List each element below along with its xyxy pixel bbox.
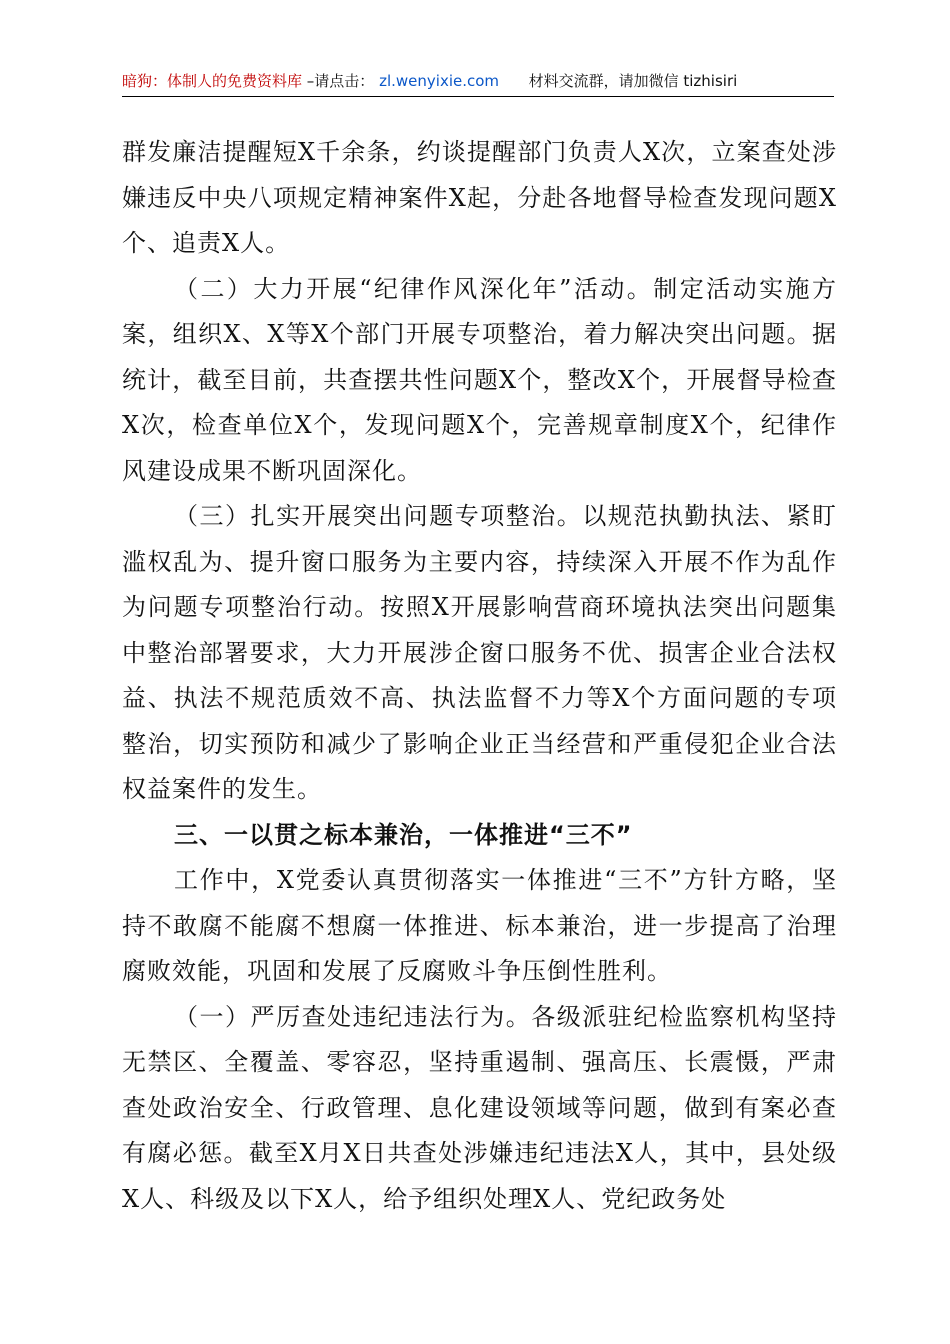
- paragraph: （二）大力开展“纪律作风深化年”活动。制定活动实施方案，组织X、X等X个部门开展专项整治，着力解决突出问题。据统计，截至目前，共查摆共性问题X个，整改X个，开展督导检查X次，检查单位X个，发现问题X个，完善规章制度X个，纪律作风建设成果不断巩固深化。: [122, 274, 837, 485]
- paragraph-continuation: 群发廉洁提醒短X千余条，约谈提醒部门负责人X次，立案查处涉嫌违反中央八项规定精神案件X起，分赴各地督导检查发现问题X个、追责X人。: [122, 138, 837, 257]
- paragraph: （三）扎实开展突出问题专项整治。以规范执勤执法、紧盯滥权乱为、提升窗口服务为主要内容，持续深入开展不作为乱作为问题专项整治行动。按照X开展影响营商环境执法突出问题集中整治部署要求，大力开展涉企窗口服务不优、损害企业合法权益、执法不规范质效不高、执法监督不力等X个方面问题的专项整治，切实预防和减少了影响企业正当经营和严重侵犯企业合法权益案件的发生。: [122, 502, 837, 803]
- section-heading: 三、一以贯之标本兼治，一体推进“三不”: [174, 820, 633, 849]
- header-title: 暗狗：体制人的免费资料库: [122, 72, 303, 90]
- page-header: [122, 66, 840, 96]
- paragraph: 工作中，X党委认真贯彻落实一体推进“三不”方针方略，坚持不敢腐不能腐不想腐一体推进、标本兼治，进一步提高了治理腐败效能，巩固和发展了反腐败斗争压倒性胜利。: [122, 866, 837, 985]
- header-divider: [122, 96, 834, 97]
- header-link[interactable]: zl.wenyixie.com: [379, 72, 500, 90]
- header-wechat-note: 材料交流群，请加微信 tizhisiri: [528, 72, 738, 90]
- paragraph: （一）严厉查处违纪违法行为。各级派驻纪检监察机构坚持无禁区、全覆盖、零容忍，坚持重遏制、强高压、长震慑，严肃查处政治安全、行政管理、息化建设领域等问题，做到有案必查有腐必惩。截至X月X日共查处涉嫌违纪违法X人，其中，县处级X人、科级及以下X人，给予组织处理X人、党纪政务处: [122, 1002, 837, 1213]
- header-prompt: –请点击：: [306, 72, 375, 90]
- document-body: [122, 130, 837, 1222]
